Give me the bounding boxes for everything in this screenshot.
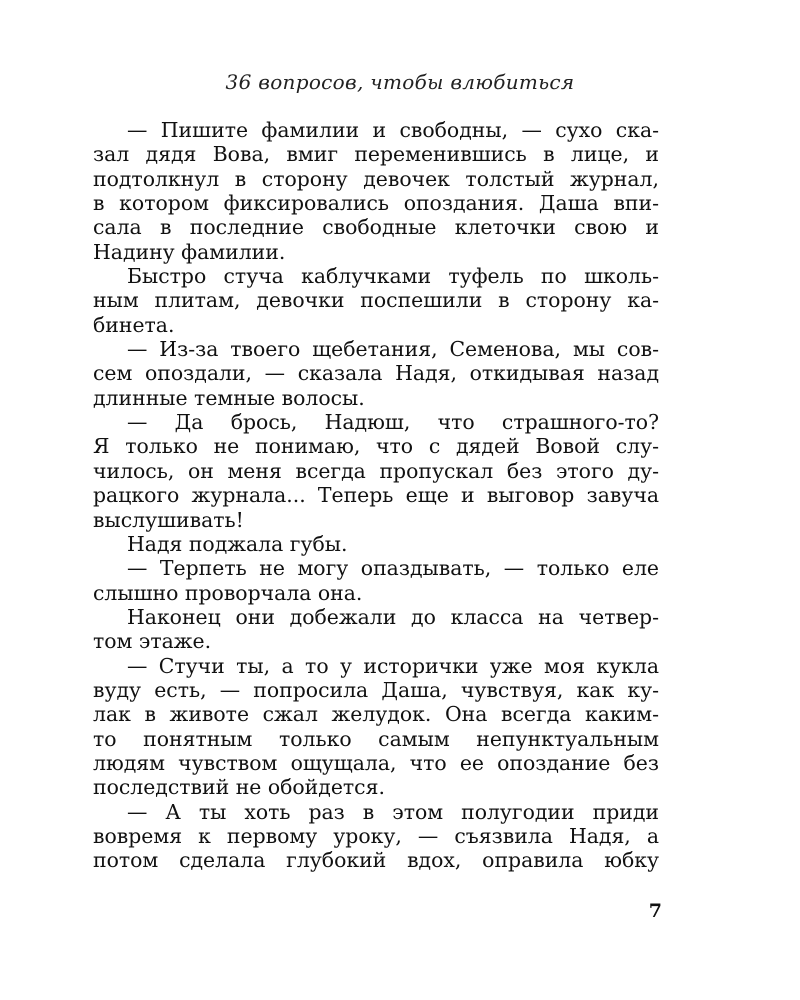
text-line: Надину фамилии. [93, 239, 286, 264]
text-line: сем опоздали, — сказала Надя, откидывая назад [93, 361, 659, 386]
text-line: чилось, он меня всегда пропускал без этого ду- [93, 458, 659, 483]
text-line: в котором фиксировались опоздания. Даша впи- [93, 191, 659, 216]
text-line: Быстро стуча каблучками туфель по школь- [127, 264, 659, 289]
text-line: — А ты хоть раз в этом полугодии приди [127, 799, 659, 824]
body-text [93, 118, 659, 873]
text-line: вовремя к первому уроку, — съязвила Надя, а [93, 823, 659, 848]
text-line: потом сделала глубокий вдох, оправила юбку [93, 848, 659, 873]
text-line: последствий не обойдется. [93, 775, 385, 800]
text-line: Наконец они добежали до класса на четвер- [127, 604, 659, 629]
text-line: длинные темные волосы. [93, 385, 365, 410]
text-line: рацкого журнала... Теперь еще и выговор завуча [93, 483, 659, 508]
text-line: выслушивать! [93, 507, 244, 532]
running-head: 36 вопросов, чтобы влюбиться [225, 70, 575, 94]
text-line: — Пишите фамилии и свободны, — сухо ска- [127, 118, 659, 142]
text-line: — Из-за твоего щебетания, Семенова, мы сов- [127, 337, 659, 362]
text-line: — Стучи ты, а то у исторички уже моя кукла [127, 653, 659, 678]
text-line: вуду есть, — попросила Даша, чувствуя, как ку- [93, 677, 659, 702]
text-line: людям чувством ощущала, что ее опоздание без [93, 750, 659, 775]
text-line: лак в животе сжал желудок. Она всегда каким- [93, 702, 659, 727]
text-line: Надя поджала губы. [127, 531, 348, 556]
text-line: — Терпеть не могу опаздывать, — только еле [127, 556, 659, 581]
text-line: слышно проворчала она. [93, 580, 363, 605]
text-line: подтолкнул в сторону девочек толстый журнал, [93, 166, 659, 191]
page-number: 7 [648, 900, 662, 922]
text-line: том этаже. [93, 629, 212, 654]
text-line: Я только не понимаю, что с дядей Вовой слу- [93, 434, 659, 459]
text-line: бинета. [93, 312, 175, 337]
text-line: зал дядя Вова, вмиг переменившись в лице, и [93, 142, 659, 167]
text-line: — Да брось, Надюш, что страшного-то? [127, 410, 659, 435]
text-line: ным плитам, девочки поспешили в сторону ка- [93, 288, 659, 313]
text-line: сала в последние свободные клеточки свою и [93, 215, 659, 240]
text-line: то понятным только самым непунктуальным [93, 726, 659, 751]
